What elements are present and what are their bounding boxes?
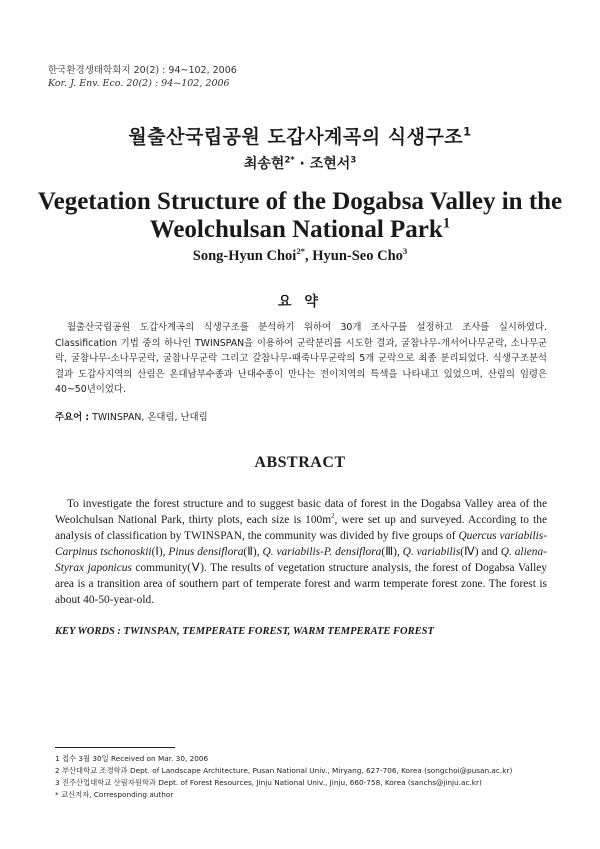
species-5: Q. aliena-Styrax japonicus: [55, 546, 547, 574]
group-5: community(Ⅴ). The results of vegetation structure analysis, the forest of Dogabsa Valley area is a transition area of southern part of temperate forest and warm temperate forest zone. The forest is about 40-50-year-old.: [55, 562, 547, 606]
journal-header-korean: 한국환경생태학회지 20(2) : 94~102, 2006: [48, 65, 237, 76]
author-korean-2: 조현서: [309, 156, 351, 172]
footnote-1: 1 접수 3월 30일 Received on Mar. 30, 2006: [55, 754, 209, 763]
abstract-text-1: To investigate the forest structure and to suggest basic data of forest in the Dogabsa Valley area of the Weolchulsan National Park, thirty plots, each size is 100m: [55, 498, 547, 526]
korean-abstract-body: 월출산국립공원 도갑사계곡의 식생구조를 분석하기 위하여 30개 조사구를 설정하고 조사를 실시하였다. Classification 기법 중의 하나인 TWINSPAN을 이용하여 군락분리를 시도한 결과, 굴참나무-개서어나무군락, 소나무군락, 굴참나무-소나무군락, 굴참나무군락 그리고 갈참나무-때죽나무군락의 5개 군락으로 최종 분리되었다. 식생구조분석결과 도갑사지역의 산림은 온대남부수종과 난대수종이 만나는 전이지역의 특색을 나타내고 있었으며, 산림의 임령은 40~50년이었다.: [55, 322, 547, 395]
author-english-1-mark: 2*: [296, 246, 305, 257]
korean-keywords-label: 주요어 :: [55, 412, 90, 423]
author-english-1: Song-Hyun Choi: [192, 248, 297, 264]
author-english-2-mark: 3: [402, 246, 408, 257]
footnote-divider: [55, 747, 175, 748]
title-korean: [0, 122, 600, 149]
author-english-separator: ,: [305, 248, 313, 264]
abstract-heading: ABSTRACT: [254, 454, 346, 471]
title-english-footnote-mark: 1: [442, 215, 451, 232]
footnote-4: * 교신저자, Corresponding author: [55, 790, 174, 799]
author-korean-1-mark: 2*: [284, 154, 295, 165]
english-abstract-body: [55, 496, 547, 608]
title-english-line2: Weolchulsan National Park: [149, 216, 443, 243]
korean-abstract-heading: 요 약: [278, 294, 322, 310]
group-1: (Ⅰ),: [151, 546, 169, 558]
species-3: Q. variabilis-P. densiflora: [262, 546, 382, 558]
title-english-line2-wrap: [0, 216, 600, 244]
group-4: (Ⅳ) and: [460, 546, 501, 558]
species-4: Q. variabilis: [402, 546, 461, 558]
group-2: (Ⅱ),: [243, 546, 263, 558]
korean-keywords: [55, 409, 208, 423]
title-english: [0, 188, 600, 244]
authors-korean: [0, 153, 600, 173]
author-korean-2-mark: 3: [350, 154, 357, 165]
footnote-2: 2 부산대학교 조경학과 Dept. of Landscape Architecture, Pusan National Univ., Miryang, 627-706, Korea (songchoi@pusan.ac.kr): [55, 766, 513, 775]
group-3: (Ⅲ),: [381, 546, 403, 558]
footnote-3: 3 진주산업대학교 산림자원학과 Dept. of Forest Resources, Jinju National Univ., Jinju, 660-758, Korea (sanchs@jinju.ac.kr): [55, 778, 482, 787]
species-2: Pinus densiflora: [168, 546, 244, 558]
english-keywords: KEY WORDS : TWINSPAN, TEMPERATE FOREST, WARM TEMPERATE FOREST: [55, 626, 434, 637]
author-english-2: Hyun-Seo Cho: [312, 248, 403, 264]
author-korean-1: 최송현: [243, 156, 285, 172]
abstract-sup: 2: [331, 513, 335, 521]
journal-header-english: Kor. J. Env. Eco. 20(2) : 94~102, 2006: [48, 78, 230, 89]
author-separator: ·: [294, 156, 310, 172]
authors-english: [0, 248, 600, 265]
title-korean-text: 월출산국립공원 도갑사계곡의 식생구조: [128, 126, 464, 148]
species-1: Quercus variabilis-Carpinus tschonoskii: [55, 530, 547, 558]
abstract-text-2: , were set up and surveyed. According to the analysis of classification by TWINSPAN, the community was divided by five groups of: [55, 514, 547, 542]
title-korean-footnote-mark: 1: [463, 124, 472, 139]
title-english-line1: Vegetation Structure of the Dogabsa Valley in the: [37, 188, 563, 215]
korean-keywords-text: TWINSPAN, 온대림, 난대림: [89, 412, 208, 423]
